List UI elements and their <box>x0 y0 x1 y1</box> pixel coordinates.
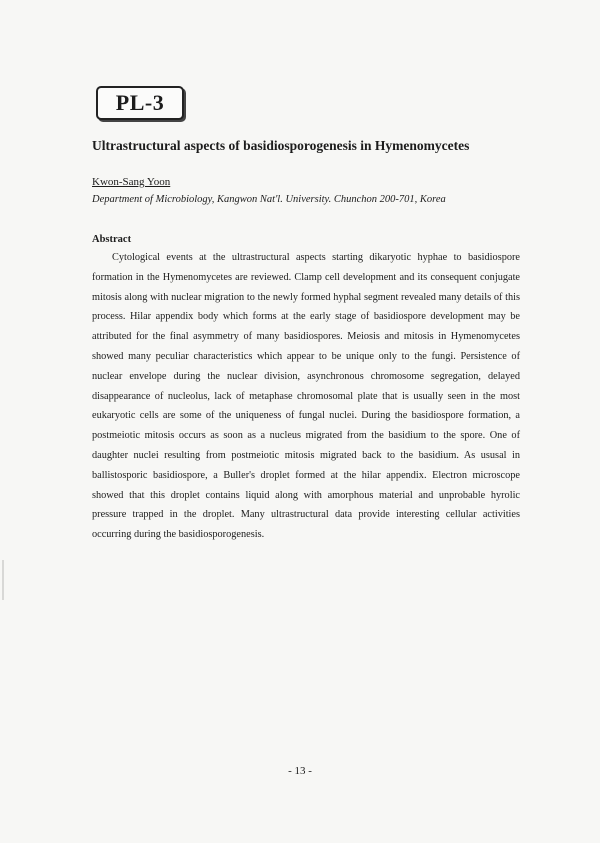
author-name: Kwon-Sang Yoon <box>92 176 171 188</box>
page-number: - 13 - <box>288 765 312 777</box>
paper-title: Ultrastructural aspects of basidiosporogenesis in Hymenomycetes <box>92 138 470 153</box>
session-label: PL-3 <box>115 90 165 115</box>
abstract-body: Cytological events at the ultrastructural aspects starting dikaryotic hyphae to basidiospore formation in the Hymenomycetes are reviewed. Clamp cell development and its consequent conjugate mitosis along with nuclear migration to the newly formed hyphal segment revealed many details of this process. Hilar appendix body which forms at the early stage of basidiospore development may be attributed for the final asymmetry of many basidiospores. Meiosis and mitosis in Hymenomycetes showed many peculiar characteristics which appear to be unique only to the fungi. Persistence of nuclear envelope during the nuclear division, asynchronous chromosome segregation, delayed disappearance of nucleolus, lack of metaphase chromosomal plate that is usually seen in the most eukaryotic cells are some of the uniqueness of fungal nuclei. During the basidiospore formation, a postmeiotic mitosis occurs as soon as a nucleus migrated from the basidium to the spore. One of daughter nuclei resulting from postmeiotic mitosis migrated back to the basidium. As ususal in ballistosporic basidiospore, a Buller's droplet formed at the hilar appendix. Electron microscope showed that this droplet contains liquid along with amorphous material and unprobable hyrolic pressure trapped in the droplet. Many ultrastructural data provide interesting cellular activities occurring during the basidiosporogenesis. <box>92 252 520 541</box>
abstract-heading: Abstract <box>92 234 132 245</box>
author-affiliation: Department of Microbiology, Kangwon Nat'l. University. Chunchon 200-701, Korea <box>92 194 446 205</box>
scan-edge-mark <box>2 560 4 600</box>
session-label-box <box>96 86 184 120</box>
